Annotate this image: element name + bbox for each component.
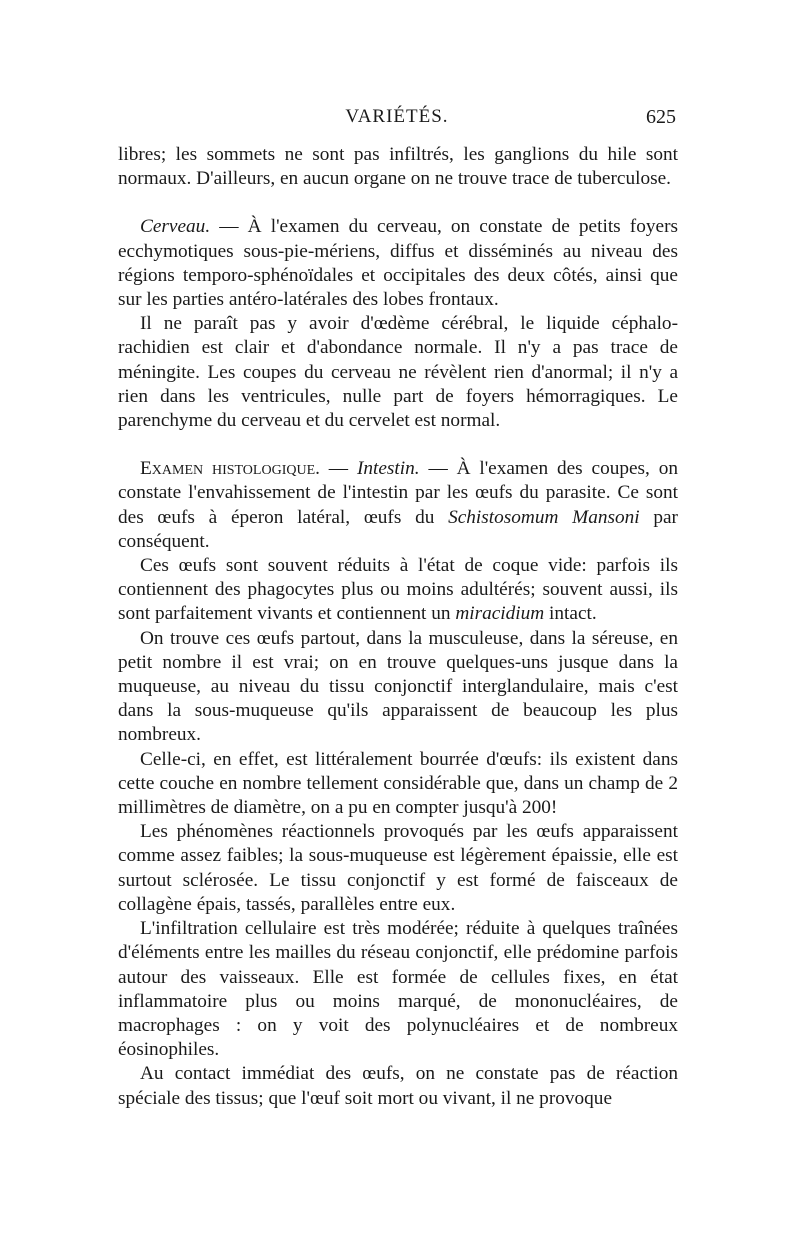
paragraph-lungs-end [118, 143, 678, 191]
paragraph-text: — À l'examen des coupes, on constate l'envahissement de l'intestin par les œufs du parasite. Ce sont des œufs à éperon latéral, œufs du [118, 458, 678, 528]
paragraph-text: On trouve ces œufs partout, dans la musculeuse, dans la séreuse, en petit nombre il est vrai; on en trouve quelques-uns jusque dans la muqueuse, au niveau du tissu conjonctif interglandulaire, mais c'est dans la sous-muqueuse qu'ils apparaissent de beaucoup les plus nombreux. [118, 627, 678, 746]
subheading-intestin: Intestin. [356, 458, 420, 480]
paragraph-text: par conséquent. [118, 506, 678, 552]
paragraph-text: Ces œufs sont souvent réduits à l'état de coque vide: parfois ils contiennent des phagocytes plus ou moins adultérés; souvent aussi, ils sont parfaitement vivants et contiennent un [118, 555, 678, 625]
paragraph-oeufs [118, 554, 678, 627]
paragraph-text: — À l'examen du cerveau, on constate de petits foyers ecchymotiques sous-pie-mériens, diffus et disséminés au niveau des régions temporo-sphénoïdales et occipitales des deux côtés, ainsi que sur les parties antéro-latérales des lobes frontaux. [118, 216, 678, 311]
body-text [118, 143, 678, 1111]
paragraph-text: Les phénomènes réactionnels provoqués par les œufs apparaissent comme assez faibles; la sous-muqueuse est légèrement épaissie, elle est surtout sclérosée. Le tissu conjonctif y est formé de faisceaux de collagène épais, tassés, parallèles entre eux. [118, 821, 678, 915]
species-name: Schistosomum Mansoni [448, 506, 640, 528]
paragraph-text: Il ne paraît pas y avoir d'œdème cérébral, le liquide céphalo-rachidien est clair et d'abondance normale. Il n'y a pas trace de méningite. Les coupes du cerveau ne révèlent rien d'anormal; il n'y a rien dans les ventricules, nulle part de foyers hémorragiques. Le parenchyme du cerveau et du cervelet est normal. [118, 313, 678, 432]
paragraph-text: libres; les sommets ne sont pas infiltrés, les ganglions du hile sont normaux. D'ailleurs, en aucun organe on ne trouve trace de tuberculose. [118, 144, 678, 190]
page-header [118, 106, 676, 136]
page-number: 625 [646, 106, 676, 128]
section-heading-cerveau: Cerveau. [140, 216, 211, 238]
paragraph-sous-muqueuse [118, 748, 678, 821]
paragraph-text: Celle-ci, en effet, est littéralement bourrée d'œufs: ils existent dans cette couche en nombre tellement considérable que, dans un champ de 2 millimètres de diamètre, on a pu en compter jusqu'à 200! [118, 748, 678, 819]
paragraph-infiltration [118, 917, 678, 1062]
paragraph-text: Au contact immédiat des œufs, on ne constate pas de réaction spéciale des tissus; que l'œuf soit mort ou vivant, il ne provoque [118, 1063, 678, 1109]
heading-separator: — [319, 458, 357, 480]
section-heading-examen-histologique: Examen histologique. [140, 458, 320, 480]
paragraph-text: intact. [544, 603, 597, 625]
paragraph-phenomenes [118, 820, 678, 917]
paragraph-contact [118, 1062, 678, 1110]
paragraph-text: L'infiltration cellulaire est très modérée; réduite à quelques traînées d'éléments entre les mailles du réseau conjonctif, elle prédomine parfois autour des vaisseaux. Elle est formée de cellules fixes, en état inflammatoire plus ou moins marqué, de mononucléaires, de macrophages : on y voit des polynucléaires et de nombreux éosinophiles. [118, 918, 678, 1061]
term-miracidium: miracidium [455, 603, 545, 625]
paragraph-examen-histologique [118, 457, 678, 554]
running-title: VARIÉTÉS. [345, 106, 449, 127]
paragraph-cerveau [118, 215, 678, 312]
paragraph-cerveau-details [118, 312, 678, 433]
paragraph-localisation [118, 627, 678, 748]
